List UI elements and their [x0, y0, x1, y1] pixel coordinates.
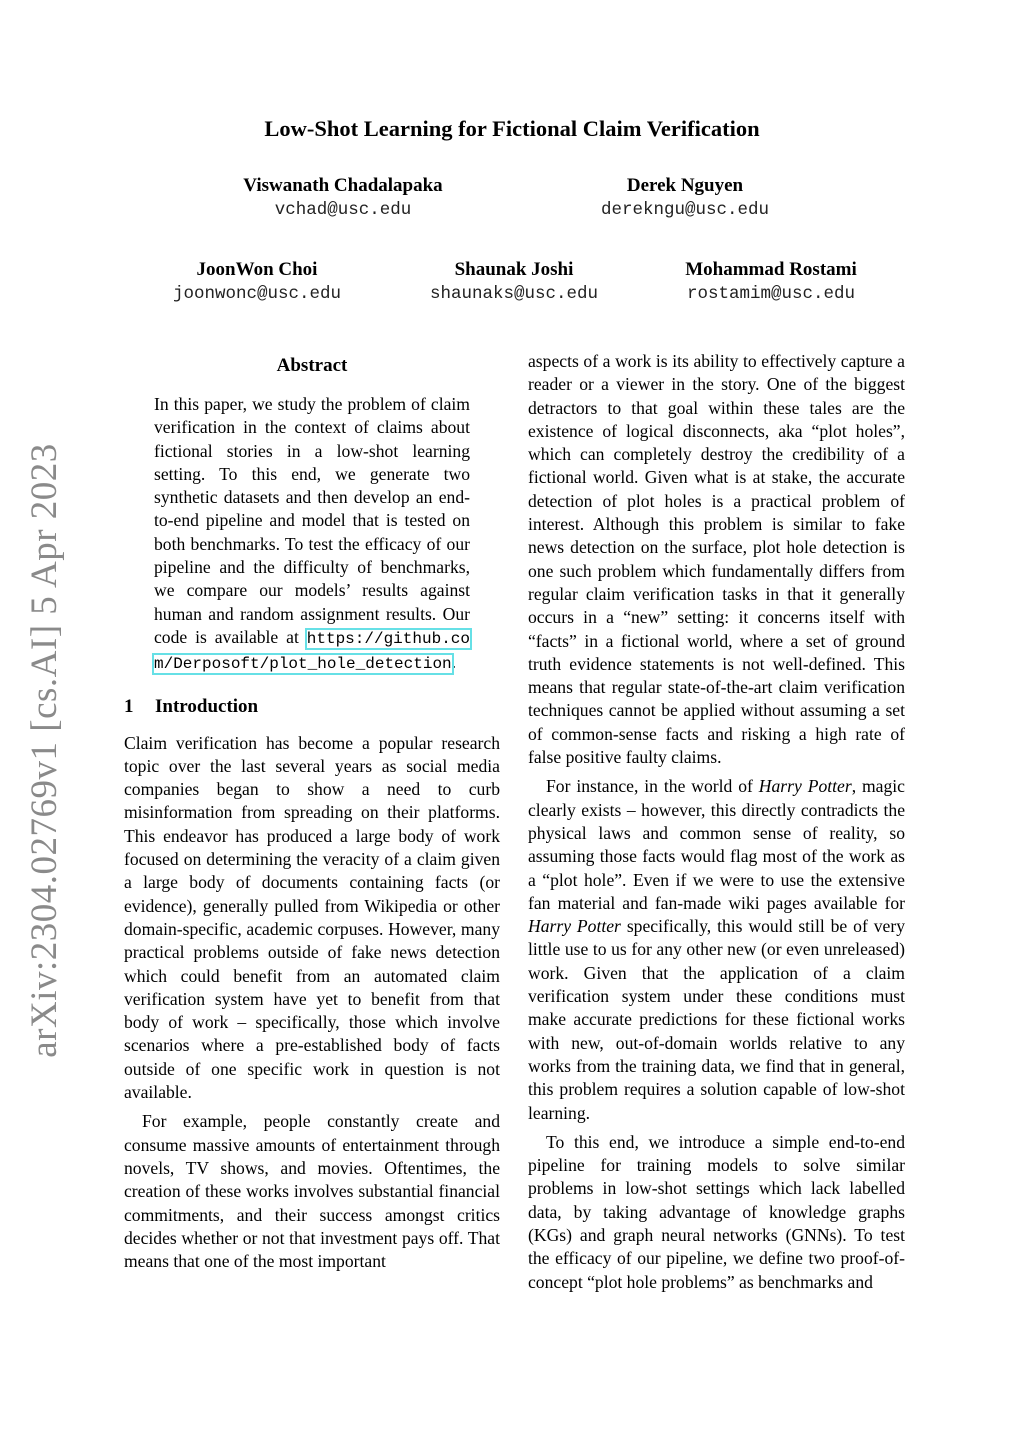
- arxiv-side-stamp: [20, 442, 68, 1058]
- author-name: Derek Nguyen: [626, 175, 744, 196]
- left-column: [124, 350, 500, 1273]
- author-3: [127, 258, 387, 307]
- author-name: Mohammad Rostami: [685, 259, 857, 280]
- abstract-end-period: .: [451, 652, 457, 673]
- paragraph-text: , magic clearly exists – however, this directly contradicts the physical laws and common sense of reality, so assuming those facts would flag most of the work as a “plot hole”. Even if we were to use the extensive fan material and fan-made wiki pages available for: [528, 776, 905, 913]
- intro-paragraph-1: Claim verification has become a popular research topic over the last several years as social media companies began to show a need to curb misinformation from spreading on their platforms. This endeavor has produced a large body of work focused on determining the veracity of a claim given a large body of documents containing facts (or evidence), generally pulled from Wikipedia or other domain-specific, academic corpuses. However, many practical problems outside of fake news detection which could benefit from an automated claim verification system have yet to benefit from that body of work – specifically, those which involve scenarios where a pre-established body of facts outside of one specific work in question is not available.: [124, 732, 500, 1103]
- abstract-text: In this paper, we study the problem of claim verification in the context of claims about fictional stories in a low-shot learning setting. To this end, we generate two synthetic datasets and then develop an end-to-end pipeline and model that is tested on both benchmarks. To test the efficacy of our pipeline and the difficulty of benchmarks, we compare our models’ results against human and random assignment results. Our code is available at: [154, 394, 470, 647]
- right-paragraph-1: aspects of a work is its ability to effectively capture a reader or a viewer in the story. One of the biggest detractors to that goal within these tales are the existence of logical disconnects, aka “plot holes”, which can completely destroy the credibility of a fictional world. Given what is at stake, the accurate detection of plot holes is a practical problem of interest. Although this problem is similar to fake news detection on the surface, plot hole detection is one such problem which fundamentally differs from regular claim verification tasks in that it generally occurs in a “new” setting: it concerns itself with “facts” in a fictional world, where a set of ground truth evidence statements is not well-defined. This means that regular state-of-the-art claim verification techniques cannot be applied without assuming a set of common-sense facts and risking a high rate of false positive faulty claims.: [528, 351, 905, 768]
- paragraph-text: For instance, in the world of: [546, 776, 753, 797]
- author-email: shaunaks@usc.edu: [429, 284, 599, 304]
- italic-title: Harry Potter: [528, 916, 621, 937]
- author-email: derekngu@usc.edu: [600, 200, 770, 220]
- code-repository-link[interactable]: https://github.com/Derposoft/plot_hole_detection: [154, 629, 470, 674]
- abstract-heading: Abstract: [276, 355, 348, 376]
- right-paragraph-2: [528, 775, 905, 1124]
- italic-title: Harry Potter: [758, 776, 852, 797]
- paper-title: Low-Shot Learning for Fictional Claim Verification: [264, 116, 760, 141]
- author-email: joonwonc@usc.edu: [172, 284, 342, 304]
- right-paragraph-3: To this end, we introduce a simple end-to-end pipeline for training models to solve similar problems in low-shot settings which lack labelled data, by taking advantage of knowledge graphs (KGs) and graph neural networks (GNNs). To test the efficacy of our pipeline, we define two proof-of-concept “plot hole problems” as benchmarks and: [528, 1131, 905, 1292]
- section-heading-introduction: [124, 695, 500, 719]
- intro-paragraph-2: For example, people constantly create and consume massive amounts of entertainment through novels, TV shows, and movies. Oftentimes, the creation of these works involves substantial financial commitments, and their success amongst critics decides whether or not that investment pays off. That means that one of the most important: [124, 1111, 500, 1272]
- right-column: [528, 350, 905, 1294]
- author-name: JoonWon Choi: [196, 259, 318, 280]
- author-name: Shaunak Joshi: [454, 259, 574, 280]
- author-4: [384, 258, 644, 307]
- arxiv-identifier: arXiv:2304.02769v1 [cs.AI] 5 Apr 2023: [23, 442, 65, 1058]
- author-email: vchad@usc.edu: [274, 200, 412, 220]
- section-number: 1: [124, 695, 134, 717]
- author-5: [641, 258, 901, 307]
- author-2: [555, 174, 815, 223]
- author-email: rostamim@usc.edu: [686, 284, 856, 304]
- abstract-body: [154, 393, 470, 677]
- section-title: Introduction: [155, 695, 259, 717]
- paragraph-text: specifically, this would still be of very little use to us for any other new (or even unreleased) work. Given that the application of a claim verification system under these conditions must make accurate predictions for these fictional works with new, out-of-domain worlds relative to any works from the training data, we find that in general, this problem requires a solution capable of low-shot learning.: [528, 916, 905, 1123]
- author-name: Viswanath Chadalapaka: [243, 175, 443, 196]
- author-1: [213, 174, 473, 223]
